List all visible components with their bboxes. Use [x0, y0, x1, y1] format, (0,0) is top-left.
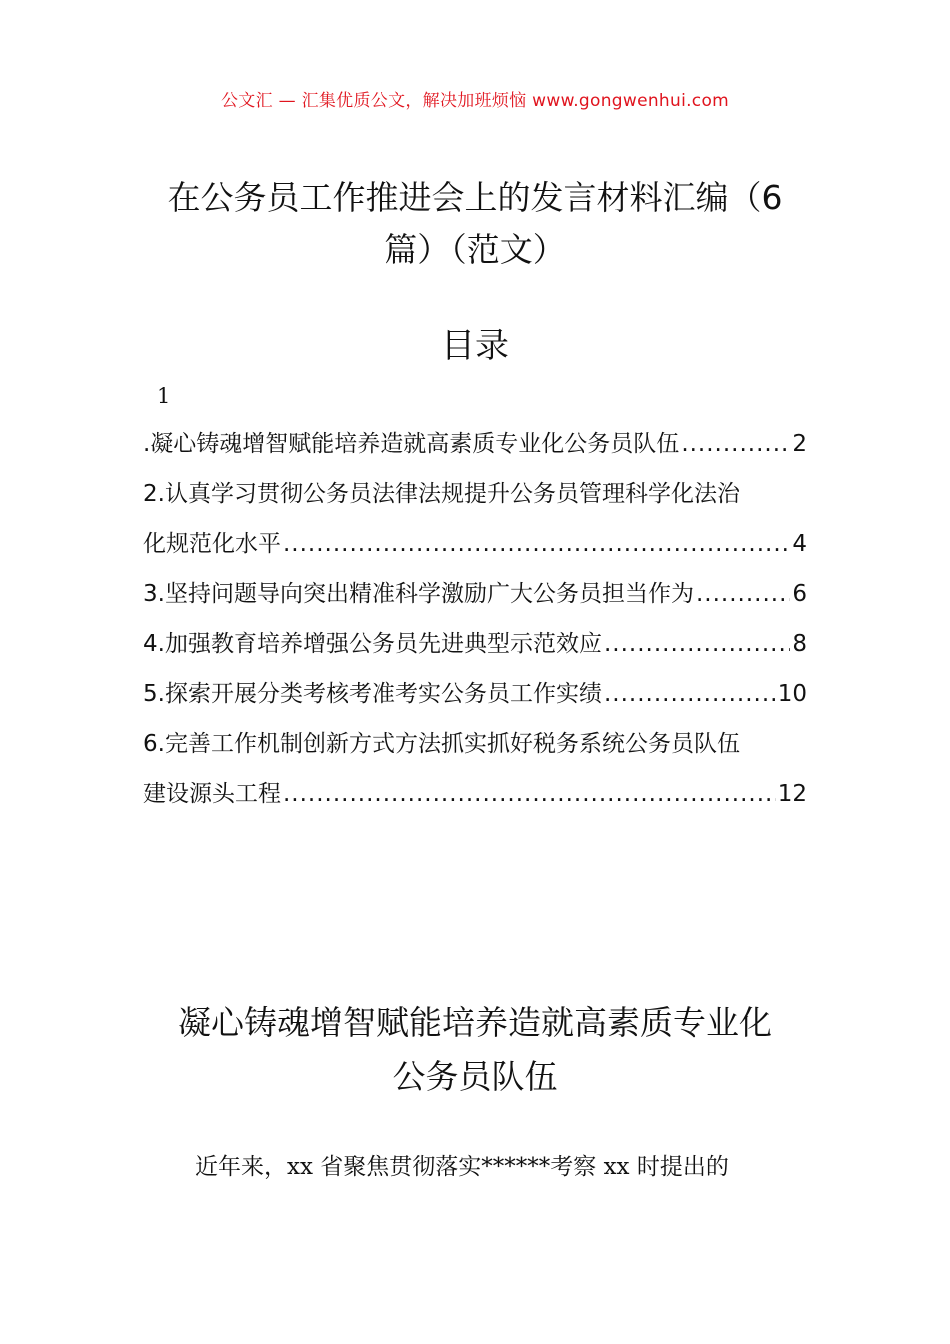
document-title-line1: 在公务员工作推进会上的发言材料汇编（6 [167, 178, 783, 217]
toc-entry-4-text: 4.加强教育培养增强公务员先进典型示范效应 [143, 631, 602, 657]
toc-leader-dots [283, 777, 776, 811]
toc-entry-4[interactable] [143, 627, 807, 661]
toc-leader-dots [604, 627, 790, 661]
toc-leader-dots [681, 427, 790, 461]
toc-entry-2-line2[interactable] [143, 527, 807, 561]
toc-entry-6-page: 12 [777, 781, 807, 807]
section-title [140, 996, 810, 1104]
toc-entry-2-page: 4 [792, 531, 807, 557]
toc-heading: 目录 [441, 326, 509, 366]
toc-entry-2-text-line1: 2.认真学习贯彻公务员法律法规提升公务员管理科学化法治 [143, 481, 740, 507]
toc-entry-6-text-line1: 6.完善工作机制创新方式方法抓实抓好税务系统公务员队伍 [143, 731, 740, 757]
toc-leader-dots [696, 577, 790, 611]
section-title-line1: 凝心铸魂增智赋能培养造就高素质专业化 [178, 1003, 772, 1042]
toc-leader-dots [283, 527, 790, 561]
para-part2: 省聚焦贯彻落实 [312, 1154, 482, 1180]
toc-entry-1-number: 1 [157, 384, 171, 408]
toc-entry-1-text: .凝心铸魂增智赋能培养造就高素质专业化公务员队伍 [143, 431, 680, 457]
para-placeholder-xx: xx [287, 1154, 313, 1180]
toc-entry-5-text: 5.探索开展分类考核考准考实公务员工作实绩 [143, 681, 602, 707]
toc-entry-2-text-line2: 化规范化水平 [143, 531, 281, 557]
toc-entry-6-line1[interactable] [143, 727, 807, 761]
para-part4: 时提出的 [629, 1154, 729, 1180]
document-title-line2: 篇）（范文） [384, 230, 566, 269]
toc-entry-3-text: 3.坚持问题导向突出精准科学激励广大公务员担当作为 [143, 581, 694, 607]
para-part1: 近年来， [195, 1154, 287, 1180]
toc-entry-4-page: 8 [792, 631, 807, 657]
toc-entry-3[interactable] [143, 577, 807, 611]
toc-entry-1-page: 2 [792, 431, 807, 457]
toc-entry-3-page: 6 [792, 581, 807, 607]
toc-entry-5-page: 10 [777, 681, 807, 707]
section-title-line2: 公务员队伍 [392, 1057, 558, 1096]
body-paragraph [195, 1150, 815, 1184]
para-placeholder-xx: xx [603, 1154, 630, 1180]
toc-entry-6-text-line2: 建设源头工程 [143, 781, 281, 807]
toc-entry-1[interactable] [143, 427, 807, 461]
toc-leader-dots [604, 677, 776, 711]
toc-entry-6-line2[interactable] [143, 777, 807, 811]
toc-entry-2-line1[interactable] [143, 477, 807, 511]
document-title [140, 172, 810, 276]
para-redacted-stars: ****** [481, 1154, 551, 1180]
header-banner: 公文汇 — 汇集优质公文，解决加班烦恼 www.gongwenhui.com [220, 91, 730, 111]
toc-entry-5[interactable] [143, 677, 807, 711]
para-part3: 考察 [550, 1154, 604, 1180]
